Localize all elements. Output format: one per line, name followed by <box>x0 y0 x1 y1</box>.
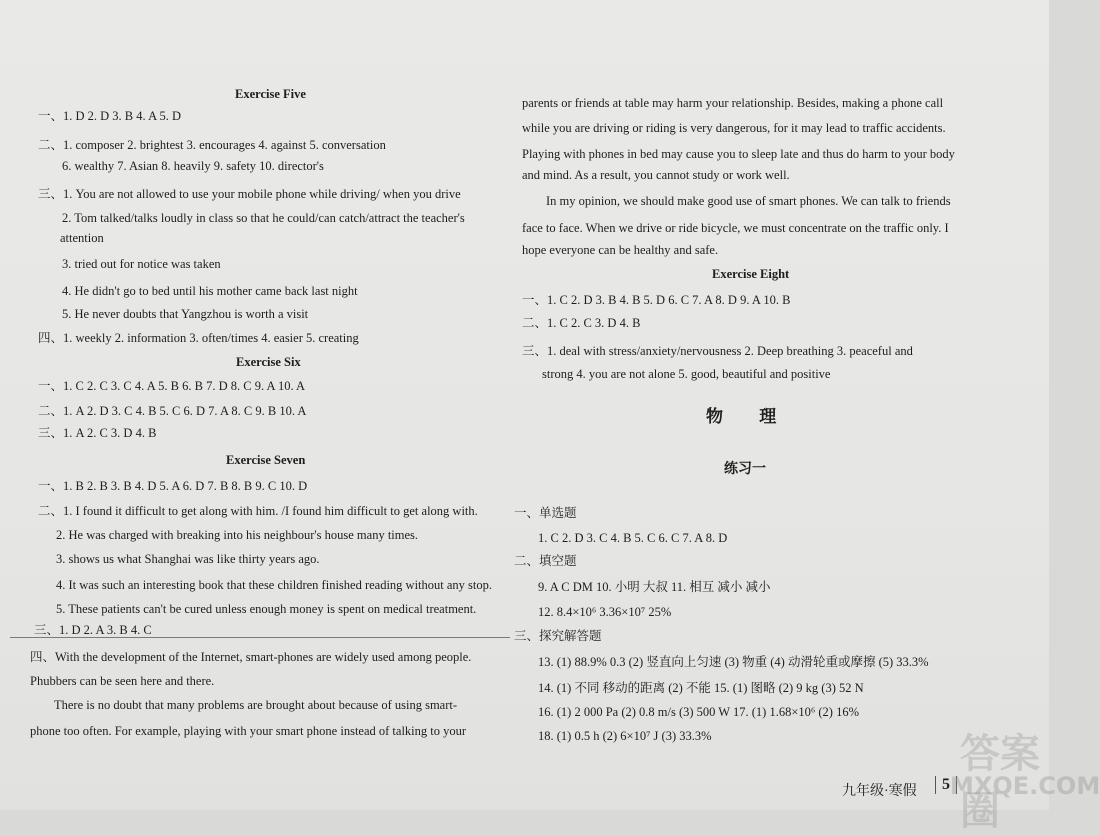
ex7-line: Phubbers can be seen here and there. <box>30 674 215 688</box>
watermark-logo: 答案圈 <box>960 731 1040 834</box>
ex8-line: 三、1. deal with stress/anxiety/nervousness 2. Deep breathing 3. peaceful and <box>522 344 913 358</box>
ex5-line: 一、1. D 2. D 3. B 4. A 5. D <box>38 109 182 123</box>
ex7-line: 三、1. D 2. A 3. B 4. C <box>34 623 152 637</box>
subject-title: 物 理 <box>706 407 793 426</box>
lesson-title: 练习一 <box>724 462 766 477</box>
ex7-line: 四、With the development of the Internet, smart-phones are widely used among people. <box>30 650 472 664</box>
exercise-five-title: Exercise Five <box>235 87 306 101</box>
ex7-line: There is no doubt that many problems are brought about because of using smart- <box>54 698 458 712</box>
ex7-line: 2. He was charged with breaking into his neighbour's house many times. <box>56 528 419 542</box>
ex8-line: strong 4. you are not alone 5. good, beautiful and positive <box>542 367 831 381</box>
ex6-line: 三、1. A 2. C 3. D 4. B <box>38 426 157 440</box>
ex6-line: 二、1. A 2. D 3. C 4. B 5. C 6. D 7. A 8. C 9. B 10. A <box>38 404 307 418</box>
ex5-line: 4. He didn't go to bed until his mother came back last night <box>62 284 358 298</box>
ex5-line: 3. tried out for notice was taken <box>62 257 221 271</box>
ex6-line: 一、1. C 2. C 3. C 4. A 5. B 6. B 7. D 8. C 9. A 10. A <box>38 379 306 393</box>
ex7-line: 一、1. B 2. B 3. B 4. D 5. A 6. D 7. B 8. B 9. C 10. D <box>38 479 308 493</box>
physics-line: 二、填空题 <box>514 554 577 568</box>
physics-line: 16. (1) 2 000 Pa (2) 0.8 m/s (3) 500 W 17. (1) 1.68×10⁶ (2) 16% <box>538 705 859 719</box>
essay-line: parents or friends at table may harm your relationship. Besides, making a phone call <box>522 96 944 110</box>
ex5-line: 5. He never doubts that Yangzhou is worth a visit <box>62 307 309 321</box>
physics-line: 13. (1) 88.9% 0.3 (2) 竖直向上匀速 (3) 物重 (4) 动滑轮重或摩擦 (5) 33.3% <box>538 655 929 669</box>
exercise-seven-title: Exercise Seven <box>226 453 306 467</box>
ex7-line: phone too often. For example, playing with your smart phone instead of talking to your <box>30 724 467 738</box>
physics-line: 12. 8.4×10⁶ 3.36×10⁷ 25% <box>538 605 672 619</box>
physics-line: 三、探究解答题 <box>514 629 602 643</box>
physics-line: 一、单选题 <box>514 506 577 520</box>
grade-label: 九年级·寒假 <box>842 784 917 799</box>
ex7-line: 二、1. I found it difficult to get along with him. /I found him difficult to get along with. <box>38 504 478 518</box>
essay-line: In my opinion, we should make good use of smart phones. We can talk to friends <box>546 194 951 208</box>
physics-line: 9. A C DM 10. 小明 大叔 11. 相互 减小 减小 <box>538 580 771 594</box>
essay-line: and mind. As a result, you cannot study or work well. <box>522 168 790 182</box>
ex8-line: 一、1. C 2. D 3. B 4. B 5. D 6. C 7. A 8. D 9. A 10. B <box>522 293 791 307</box>
essay-line: face to face. When we drive or ride bicycle, we must concentrate on the traffic only. I <box>522 221 949 235</box>
ex7-line: 4. It was such an interesting book that these children finished reading without any stop. <box>56 578 493 592</box>
essay-line: hope everyone can be healthy and safe. <box>522 243 719 257</box>
exercise-six-title: Exercise Six <box>236 355 301 369</box>
watermark-url: MXQE.COM <box>950 772 1100 800</box>
ex7-line: 3. shows us what Shanghai was like thirty years ago. <box>56 552 320 566</box>
ex5-line: 四、1. weekly 2. information 3. often/times 4. easier 5. creating <box>38 331 359 345</box>
ex5-line: 二、1. composer 2. brightest 3. encourages 4. against 5. conversation <box>38 138 386 152</box>
exercise-eight-title: Exercise Eight <box>712 267 790 281</box>
physics-line: 1. C 2. D 3. C 4. B 5. C 6. C 7. A 8. D <box>538 531 728 545</box>
physics-line: 14. (1) 不同 移动的距离 (2) 不能 15. (1) 图略 (2) 9 kg (3) 52 N <box>538 681 864 695</box>
page-number: 5 <box>935 776 957 794</box>
ex5-line: attention <box>60 231 104 245</box>
ex8-line: 二、1. C 2. C 3. D 4. B <box>522 316 641 330</box>
ex5-line: 6. wealthy 7. Asian 8. heavily 9. safety 10. director's <box>62 159 324 173</box>
ex5-line: 三、1. You are not allowed to use your mobile phone while driving/ when you drive <box>38 187 461 201</box>
ex5-line: 2. Tom talked/talks loudly in class so that he could/can catch/attract the teacher's <box>62 211 465 225</box>
physics-line: 18. (1) 0.5 h (2) 6×10⁷ J (3) 33.3% <box>538 729 712 743</box>
essay-line: while you are driving or riding is very dangerous, for it may lead to traffic accidents. <box>522 121 946 135</box>
ex7-line: 5. These patients can't be cured unless enough money is spent on medical treatment. <box>56 602 477 616</box>
essay-line: Playing with phones in bed may cause you to sleep late and thus do harm to your body <box>522 147 955 161</box>
divider <box>10 637 510 638</box>
